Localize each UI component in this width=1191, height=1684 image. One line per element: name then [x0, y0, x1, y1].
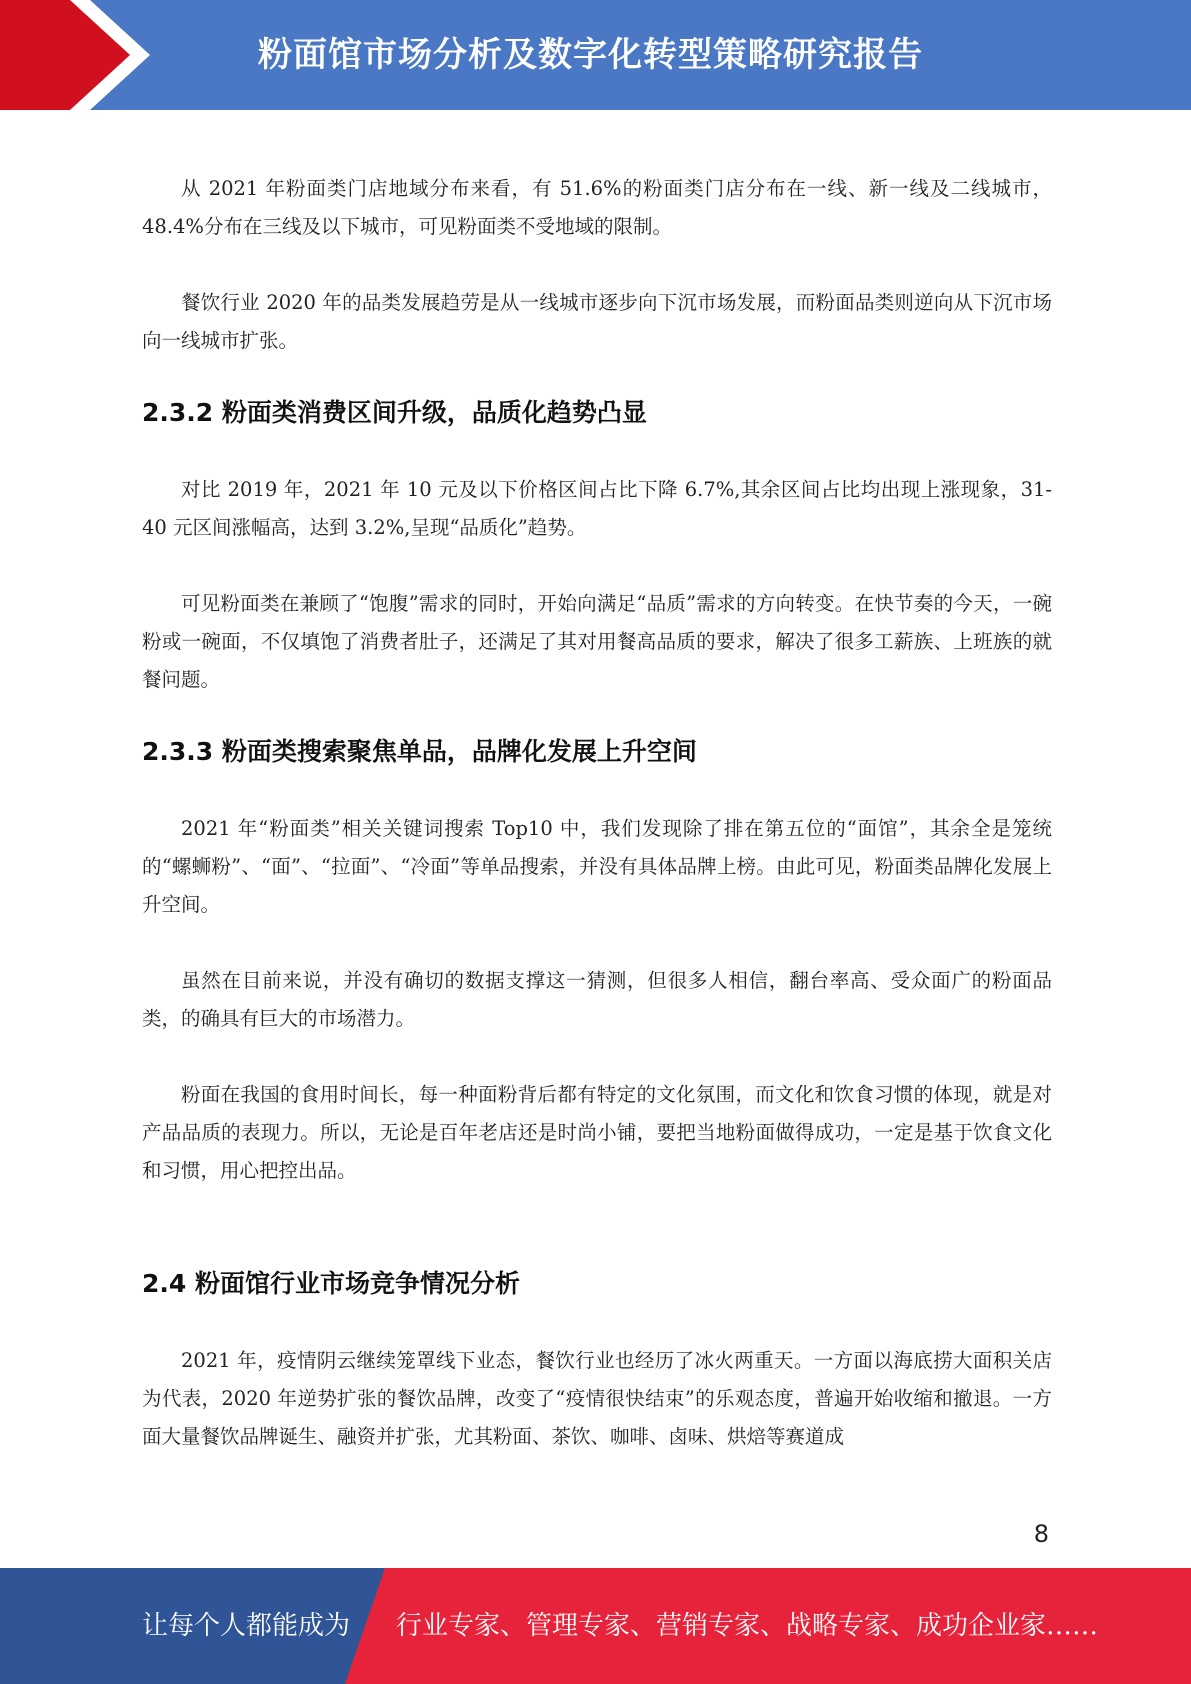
page-number: 8 — [1033, 1520, 1049, 1548]
paragraph-category-trend: 餐饮行业 2020 年的品类发展趋劳是从一线城市逐步向下沉市场发展，而粉面品类则逆向从下沉市场向一线城市扩张。 — [142, 291, 1052, 352]
paragraph-food-culture: 粉面在我国的食用时间长，每一种面粉背后都有特定的文化氛围，而文化和饮食习惯的体现，就是对产品品质的表现力。所以，无论是百年老店还是时尚小铺，要把当地粉面做得成功，一定是基于饮食文化和习惯，用心把控出品。 — [142, 1083, 1052, 1182]
header-banner — [0, 0, 1191, 110]
footer-banner — [0, 1568, 1191, 1684]
chevron-red — [0, 0, 130, 110]
paragraph-quality-demand: 可见粉面类在兼顾了“饱腹”需求的同时，开始向满足“品质”需求的方向转变。在快节奏的今天，一碗粉或一碗面，不仅填饱了消费者肚子，还满足了其对用餐高品质的要求，解决了很多工薪族、上班族的就餐问题。 — [142, 592, 1052, 691]
report-title: 粉面馆市场分析及数字化转型策略研究报告 — [258, 35, 923, 75]
footer-slogan-right: 行业专家、管理专家、营销专家、战略专家、成功企业家…… — [396, 1611, 1099, 1641]
paragraph-search-keywords: 2021 年“粉面类”相关关键词搜索 Top10 中，我们发现除了排在第五位的“面馆”，其余全是笼统的“螺蛳粉”、“面”、“拉面”、“冷面”等单品搜索，并没有具体品牌上榜。由此可见，粉面类品牌化发展上升空间。 — [142, 817, 1052, 916]
paragraph-price-range: 对比 2019 年，2021 年 10 元及以下价格区间占比下降 6.7%,其余区间占比均出现上涨现象，31-40 元区间涨幅高，达到 3.2%,呈现“品质化”趋势。 — [142, 478, 1052, 539]
footer-slogan-left: 让每个人都能成为 — [142, 1611, 351, 1641]
document-body — [142, 170, 1052, 1456]
section-heading-2-3-2: 2.3.2 粉面类消费区间升级，品质化趋势凸显 — [142, 398, 647, 427]
paragraph-market-potential: 虽然在目前来说，并没有确切的数据支撑这一猜测，但很多人相信，翻台率高、受众面广的粉面品类，的确具有巨大的市场潜力。 — [142, 969, 1052, 1030]
paragraph-region-distribution: 从 2021 年粉面类门店地域分布来看，有 51.6%的粉面类门店分布在一线、新一线及二线城市，48.4%分布在三线及以下城市，可见粉面类不受地域的限制。 — [142, 177, 1052, 238]
section-heading-2-3-3: 2.3.3 粉面类搜索聚焦单品，品牌化发展上升空间 — [142, 737, 697, 766]
paragraph-competition-2021: 2021 年，疫情阴云继续笼罩线下业态，餐饮行业也经历了冰火两重天。一方面以海底捞大面积关店为代表，2020 年逆势扩张的餐饮品牌，改变了“疫情很快结束”的乐观态度，普遍开始收缩和撤退。一方面大量餐饮品牌诞生、融资并扩张，尤其粉面、茶饮、咖啡、卤味、烘焙等赛道成 — [142, 1349, 1052, 1448]
header-chevron-decoration — [0, 0, 200, 110]
section-heading-2-4: 2.4 粉面馆行业市场竞争情况分析 — [142, 1269, 520, 1298]
